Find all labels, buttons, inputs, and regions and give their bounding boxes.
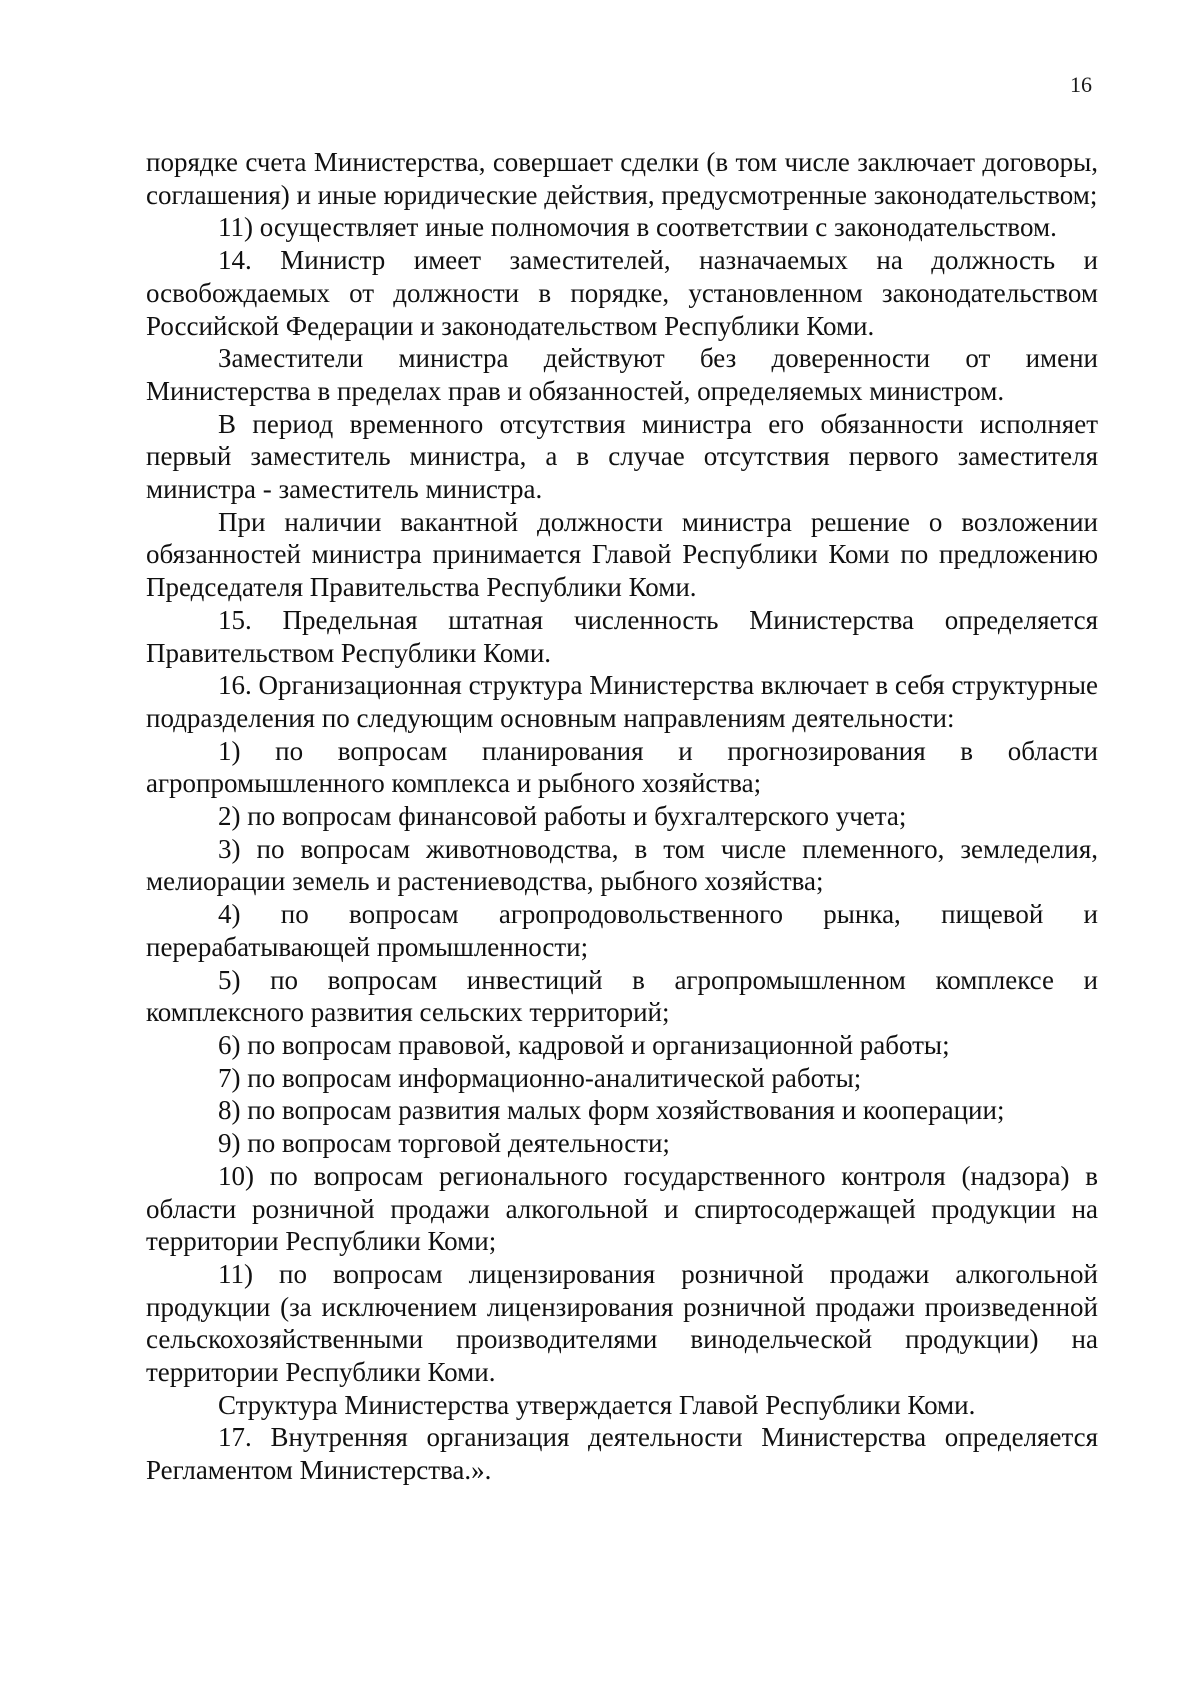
list-item-10: 10) по вопросам регионального государственного контроля (надзора) в области розничной продажи алкогольной и спиртосодержащей продукции на территории Республики Коми; xyxy=(146,1160,1098,1257)
paragraph-deputies: Заместители министра действуют без доверенности от имени Министерства в пределах прав и обязанностей, определяемых министром. xyxy=(146,343,1098,406)
list-item-11: 11) по вопросам лицензирования розничной продажи алкогольной продукции (за исключением лицензирования розничной продажи произведенной сельскохозяйственными производителями винодельческой продукции) на территории Республики Коми. xyxy=(146,1258,1098,1388)
list-item-5: 5) по вопросам инвестиций в агропромышленном комплексе и комплексного развития сельских территорий; xyxy=(146,964,1098,1028)
paragraph-section-16: 16. Организационная структура Министерства включает в себя структурные подразделения по следующим основным направлениям деятельности: xyxy=(146,670,1098,733)
list-item-9: 9) по вопросам торговой деятельности; xyxy=(218,1128,670,1159)
page-number: 16 xyxy=(1070,72,1092,97)
list-item-7: 7) по вопросам информационно-аналитической работы; xyxy=(218,1062,862,1093)
list-item-8: 8) по вопросам развития малых форм хозяйствования и кооперации; xyxy=(218,1095,1005,1126)
list-item-1: 1) по вопросам планирования и прогнозирования в области агропромышленного комплекса и рыбного хозяйства; xyxy=(146,735,1098,799)
list-item-2: 2) по вопросам финансовой работы и бухгалтерского учета; xyxy=(218,801,907,832)
list-item-3: 3) по вопросам животноводства, в том числе племенного, земледелия, мелиорации земель и растениеводства, рыбного хозяйства; xyxy=(146,833,1098,897)
paragraph-absence: В период временного отсутствия министра его обязанности исполняет первый заместитель министра, а в случае отсутствия первого заместителя министра - заместитель министра. xyxy=(146,408,1098,505)
paragraph-section-15: 15. Предельная штатная численность Министерства определяется Правительством Республики Коми. xyxy=(146,604,1098,668)
list-item-4: 4) по вопросам агропродовольственного рынка, пищевой и перерабатывающей промышленности; xyxy=(146,899,1098,962)
paragraph-item-11: 11) осуществляет иные полномочия в соответствии с законодательством. xyxy=(218,212,1057,243)
list-item-6: 6) по вопросам правовой, кадровой и организационной работы; xyxy=(218,1029,950,1060)
paragraph-section-17: 17. Внутренняя организация деятельности Министерства определяется Регламентом Министерства.». xyxy=(146,1422,1098,1486)
paragraph-vacancy: При наличии вакантной должности министра решение о возложении обязанностей министра принимается Главой Республики Коми по предложению Председателя Правительства Республики Коми. xyxy=(146,506,1098,603)
paragraph-section-14: 14. Министр имеет заместителей, назначаемых на должность и освобождаемых от должности в порядке, установленном законодательством Российской Федерации и законодательством Республики Коми. xyxy=(146,245,1098,341)
document-body xyxy=(146,146,1098,1487)
paragraph-continuation: порядке счета Министерства, совершает сделки (в том числе заключает договоры, соглашения) и иные юридические действия, предусмотренные законодательством; xyxy=(146,147,1098,210)
paragraph-structure: Структура Министерства утверждается Главой Республики Коми. xyxy=(218,1389,976,1420)
